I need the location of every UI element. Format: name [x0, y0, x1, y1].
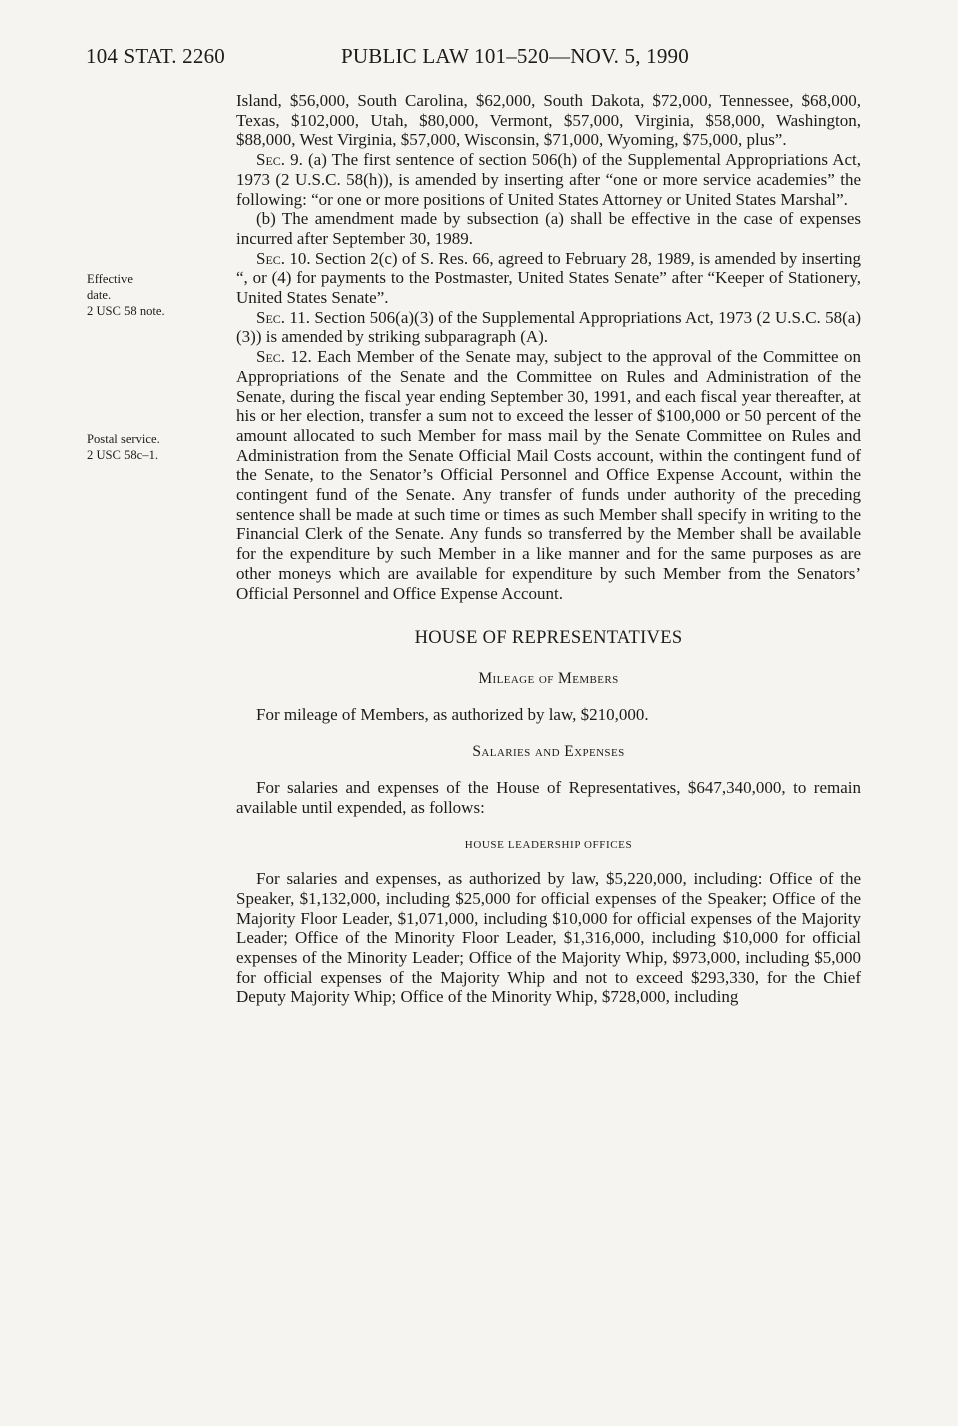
- leadership-heading: HOUSE LEADERSHIP OFFICES: [464, 838, 633, 851]
- section-label: Sec. 11.: [256, 307, 310, 327]
- section-label: Sec. 9.: [256, 150, 303, 170]
- statute-page-number: 104 STAT. 2260: [86, 44, 225, 68]
- spacer: [236, 818, 861, 836]
- section-label: Sec. 10.: [256, 248, 311, 268]
- paragraph-continuation: Island, $56,000, South Carolina, $62,000, South Dakota, $72,000, Tennessee, $68,000, Texas, $102,000, Utah, $80,000, Vermont, $57,000, Virginia, $58,000, Washington, $88,000, West Virginia, $57,000, Wisconsin, $71,000, Wyoming, $75,000, plus”.: [236, 91, 861, 150]
- section-text: (a) The first sentence of section 506(h) of the Supplemental Appropriations Act, 1973 (2 U.S.C. 58(h)), is amended by inserting after “one or more service academies” the following: “or one or more positions of United States Attorney or United States Marshal”.: [236, 150, 861, 209]
- margin-note-postal-service: [87, 431, 227, 463]
- document-body: [236, 91, 861, 1007]
- mileage-heading: Mileage of Members: [478, 669, 619, 687]
- margin-note-line: 2 USC 58 note.: [87, 304, 165, 318]
- margin-note-line: Postal service.: [87, 432, 160, 446]
- margin-note-line: date.: [87, 288, 112, 302]
- section-text: Each Member of the Senate may, subject to the approval of the Committee on Appropriations of the Senate and the Committee on Rules and Administration of the Senate, during the fiscal year ending September 30, 1991, and each fiscal year thereafter, at his or her election, transfer a sum not to exceed the lesser of $100,000 or 50 percent of the amount allocated to such Member for mass mail by the Senate Committee on Rules and Administration from the Senate Official Mail Costs account, within the contingent fund of the Senate, to the Senator’s Official Personnel and Office Expense Account, within the contingent fund of the Senate. Any transfer of funds under authority of the preceding sentence shall be made at such time or times as such Member shall specify in writing to the Financial Clerk of the Senate. Any funds so transferred by the Member shall be available for the expenditure by such Member in a like manner and for the same purposes as are other moneys which are available for expenditure by such Member from the Senators’ Official Personnel and Office Expense Account.: [236, 347, 861, 603]
- salaries-heading: Salaries and Expenses: [472, 743, 625, 761]
- section-9-b: (b) The amendment made by subsection (a) shall be effective in the case of expenses incurred after September 30, 1989.: [236, 209, 861, 248]
- leadership-paragraph: For salaries and expenses, as authorized by law, $5,220,000, including: Office of the Speaker, $1,132,000, including $25,000 for official expenses of the Speaker; Office of the Majority Floor Leader, $1,071,000, including $10,000 for official expenses of the Majority Leader; Office of the Minority Floor Leader, $1,316,000, including $10,000 for official expenses of the Minority Leader; Office of the Majority Whip, $973,000, including $5,000 for official expenses of the Majority Whip and not to exceed $293,330, for the Chief Deputy Majority Whip; Office of the Minority Whip, $728,000, including: [236, 869, 861, 1007]
- margin-note-effective-date: [87, 271, 227, 319]
- house-heading: HOUSE OF REPRESENTATIVES: [414, 628, 683, 649]
- section-text: Section 506(a)(3) of the Supplemental Appropriations Act, 1973 (2 U.S.C. 58(a)(3)) is amended by striking subparagraph (A).: [236, 307, 861, 347]
- section-11: [236, 308, 861, 347]
- running-head-title: PUBLIC LAW 101–520—NOV. 5, 1990: [341, 44, 689, 68]
- section-12: [236, 347, 861, 603]
- margin-note-line: 2 USC 58c–1.: [87, 448, 159, 462]
- section-label: Sec. 12.: [256, 347, 312, 367]
- section-text: Section 2(c) of S. Res. 66, agreed to February 28, 1989, is amended by inserting “, or (4) for payments to the Postmaster, United States Senate” after “Keeper of Stationery, United States Senate”.: [236, 248, 861, 308]
- section-9-a: [236, 150, 861, 209]
- spacer: [236, 724, 861, 742]
- margin-note-line: Effective: [87, 272, 133, 286]
- mileage-paragraph: For mileage of Members, as authorized by law, $210,000.: [256, 704, 649, 724]
- salaries-paragraph: For salaries and expenses of the House of Representatives, $647,340,000, to remain available until expended, as follows:: [236, 778, 861, 817]
- section-10: [236, 249, 861, 308]
